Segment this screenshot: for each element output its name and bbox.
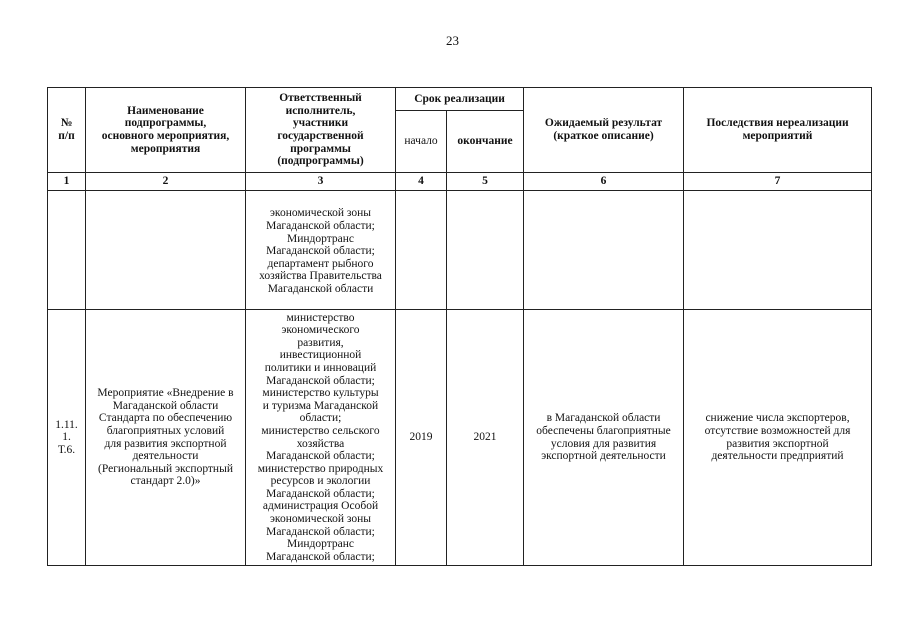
header-end: окончание <box>447 111 524 173</box>
row-expected <box>524 191 684 310</box>
page-number: 23 <box>446 33 459 48</box>
header-consequences: Последствия нереализации мероприятий <box>684 88 872 173</box>
row-name: Мероприятие «Внедрение в Магаданской области Стандарта по обеспечению благоприятных условий для развития экспортной деятельности (Региональный экспортный стандарт 2.0)» <box>86 310 246 566</box>
row-number: 1.11. 1. Т.6. <box>48 310 86 566</box>
column-number: 7 <box>684 173 872 191</box>
column-numbers-row <box>48 173 872 191</box>
column-number: 3 <box>246 173 396 191</box>
header-no: № п/п <box>48 88 86 173</box>
row-consequences: снижение числа экспортеров, отсутствие возможностей для развития экспортной деятельности предприятий <box>684 310 872 566</box>
activities-table <box>47 87 872 566</box>
column-number: 5 <box>447 173 524 191</box>
row-start: 2019 <box>396 310 447 566</box>
table-row <box>48 191 872 310</box>
row-number <box>48 191 86 310</box>
column-number: 1 <box>48 173 86 191</box>
header-row-1 <box>48 88 872 111</box>
column-number: 2 <box>86 173 246 191</box>
header-period: Срок реализации <box>396 88 524 111</box>
column-number: 4 <box>396 173 447 191</box>
row-responsible: министерство экономического развития, инвестиционной политики и инноваций Магаданской области; министерство культуры и туризма Магаданской области; министерство сельского хозяйства Магаданской области; министерство природных ресурсов и экологии Магаданской области; администрация Особой экономической зоны Магаданской области; Миндортранс Магаданской области; <box>246 310 396 566</box>
row-end <box>447 191 524 310</box>
row-expected: в Магаданской области обеспечены благоприятные условия для развития экспортной деятельности <box>524 310 684 566</box>
table-row <box>48 310 872 566</box>
column-number: 6 <box>524 173 684 191</box>
header-name: Наименование подпрограммы, основного мероприятия, мероприятия <box>86 88 246 173</box>
header-expected: Ожидаемый результат (краткое описание) <box>524 88 684 173</box>
row-consequences <box>684 191 872 310</box>
header-start: начало <box>396 111 447 173</box>
row-end: 2021 <box>447 310 524 566</box>
row-name <box>86 191 246 310</box>
header-responsible: Ответственный исполнитель, участники государственной программы (подпрограммы) <box>246 88 396 173</box>
row-responsible: экономической зоны Магаданской области; Миндортранс Магаданской области; департамент рыбного хозяйства Правительства Магаданской области <box>246 191 396 310</box>
row-start <box>396 191 447 310</box>
